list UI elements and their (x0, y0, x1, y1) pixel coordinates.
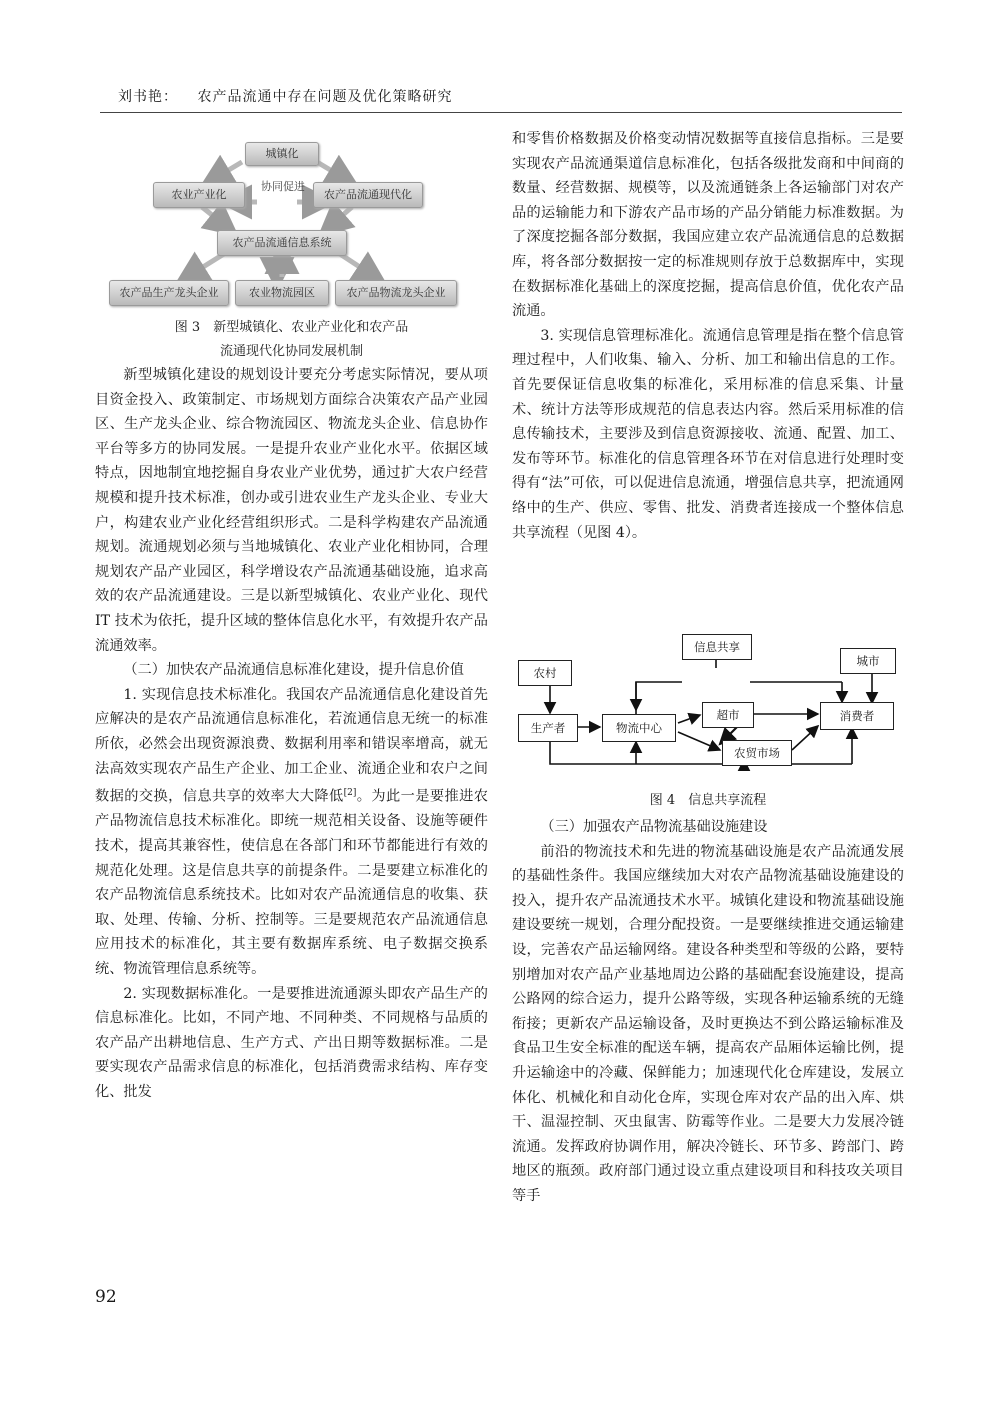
box-producer: 生产者 (518, 714, 578, 742)
box-logistics-park: 农业物流园区 (235, 280, 329, 306)
box-consumer: 消费者 (820, 702, 894, 730)
box-info-system: 农产品流通信息系统 (217, 230, 347, 256)
figure-4-caption: 图 4 信息共享流程 (649, 793, 767, 808)
box-farmers-market: 农贸市场 (722, 740, 792, 766)
header-author: 刘书艳： (118, 89, 178, 105)
paragraph-text: 1. 实现信息技术标准化。我国农产品流通信息化建设首先应解决的是农产品流通信息标准化，若流通信息无统一的标准所依，必然会出现资源浪费、数据利用率和错误率增高，就无法高效实现农产品生产企业、加工企业、流通企业和农户之间数据的交换，信息共享的效率大大降低 (95, 686, 488, 805)
box-circulation-modernization: 农产品流通现代化 (313, 182, 423, 208)
figure-4 (512, 628, 902, 792)
box-logistics-leader: 农产品物流龙头企业 (335, 280, 457, 306)
left-column (95, 363, 488, 1105)
box-logistics-center: 物流中心 (602, 714, 676, 742)
right-column-bottom (512, 815, 904, 1209)
section-heading: （三）加强农产品物流基础设施建设 (540, 819, 768, 835)
box-urbanization: 城镇化 (245, 142, 319, 166)
running-header (118, 86, 452, 106)
figure-3-caption-line2: 流通现代化协同发展机制 (219, 344, 363, 359)
box-village: 农村 (518, 660, 572, 686)
figure-3 (107, 132, 465, 308)
paragraph (95, 683, 488, 982)
label-coordination: 协同促进 (261, 180, 305, 193)
page-number: 92 (95, 1287, 117, 1307)
header-rule (100, 112, 902, 113)
figure-3-caption-line1: 图 3 新型城镇化、农业产业化和农产品 (174, 320, 409, 335)
paragraph: 前沿的物流技术和先进的物流基础设施是农产品流通发展的基础性条件。我国应继续加大对农产品物流基础设施建设的投入，提升农产品流通技术水平。城镇化建设和物流基础设施建设要统一规划，合理分配投资。一是要继续推进交通运输建设，完善农产品运输网络。建设各种类型和等级的公路，要特别增加对农产品产业基地周边公路的基础配套设施建设，提高公路网的综合运力，提升公路等级，实现各种运输系统的无缝衔接；更新农产品运输设备，及时更换达不到公路运输标准及食品卫生安全标准的配送车辆，提高农产品厢体运输比例，提升运输途中的冷藏、保鲜能力；加速现代化仓库建设，发展立体化、机械化和自动化仓库，实现仓库对农产品的出入库、烘干、温湿控制、灭虫鼠害、防霉等作业。二是要大力发展冷链流通。发挥政府协调作用，解决冷链长、环节多、跨部门、跨地区的瓶颈。政府部门通过设立重点建设项目和科技攻关项目等手 (512, 843, 904, 1204)
box-info-share: 信息共享 (682, 634, 752, 660)
citation: [2] (343, 788, 357, 799)
box-supermarket: 超市 (702, 702, 754, 728)
paragraph: 2. 实现数据标准化。一是要推进流通源头即农产品生产的信息标准化。比如，不同产地、不同种类、不同规格与品质的农产品产出耕地信息、生产方式、产出日期等数据标准。二是要实现农产品需求信息的标准化，包括消费需求结构、库存变化、批发 (95, 985, 488, 1100)
header-title: 农产品流通中存在问题及优化策略研究 (197, 89, 453, 105)
section-heading: （二）加快农产品流通信息标准化建设，提升信息价值 (123, 662, 464, 679)
paragraph-text: 。为此一是要推进农产品物流信息技术标准化。即统一规范相关设备、设施等硬件技术，提高其兼容性，使信息在各部门和环节都能进行有效的规范化处理。这是信息共享的前提条件。二是要建立标准化的农产品物流信息系统技术。比如对农产品流通信息的收集、获取、处理、传输、分析、控制等。三是要规范农产品流通信息应用技术的标准化，其主要有数据库系统、电子数据交换系统、物流管理信息系统等。 (95, 788, 488, 977)
right-column-top (512, 127, 904, 545)
paragraph: 新型城镇化建设的规划设计要充分考虑实际情况，要从项目资金投入、政策制定、市场规划方面综合决策农产品产业园区、生产龙头企业、综合物流园区、物流龙头企业、信息协作平台等多方的协同发展。一是提升农业产业化水平。依据区域特点，因地制宜地挖掘自身农业产业优势，通过扩大农户经营规模和提升技术标准，创办或引进农业生产龙头企业、专业大户，构建农业产业化经营组织形式。二是科学构建农产品流通规划。流通规划必须与当地城镇化、农业产业化相协同，合理规划农产品产业园区，科学增设农产品流通基础设施，追求高效的农产品流通建设。三是以新型城镇化、农业产业化、现代IT 技术为依托，提升区域的整体信息化水平，有效提升农产品流通效率。 (95, 367, 488, 654)
figure-3-caption (95, 316, 488, 364)
box-ag-industrialization: 农业产业化 (153, 182, 245, 208)
box-city: 城市 (840, 648, 896, 674)
paragraph: 3. 实现信息管理标准化。流通信息管理是指在整个信息管理过程中，人们收集、输入、分析、加工和输出信息的工作。首先要保证信息收集的标准化，采用标准的信息采集、计量术、统计方法等形成规范的信息表达内容。然后采用标准的信息传输技术，主要涉及到信息资源接收、流通、配置、加工、发布等环节。标准化的信息管理各环节在对信息进行处理时变得有“法”可依，可以促进信息流通，增强信息共享，把流通网络中的生产、供应、零售、批发、消费者连接成一个整体信息共享流程（见图 4）。 (512, 327, 904, 541)
box-production-leader: 农产品生产龙头企业 (109, 280, 229, 306)
paragraph: 和零售价格数据及价格变动情况数据等直接信息指标。三是要实现农产品流通渠道信息标准化，包括各级批发商和中间商的数量、经营数据、规模等，以及流通链条上各运输部门对农产品的运输能力和下游农产品市场的产品分销能力标准数据。为了深度挖掘各部分数据，我国应建立农产品流通信息的总数据库，将各部分数据按一定的标准规则存放于总数据库中，实现在数据标准化基础上的深度挖掘，提高信息价值，优化农产品流通。 (512, 131, 904, 320)
